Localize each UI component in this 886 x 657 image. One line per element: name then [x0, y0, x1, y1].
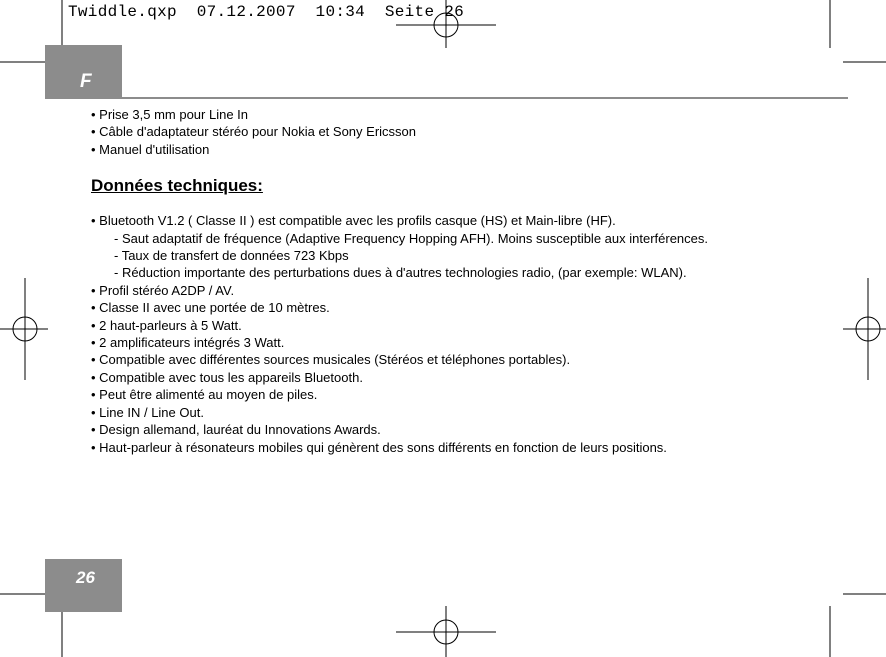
list-item: • Peut être alimenté au moyen de piles. [91, 387, 318, 403]
slug-line: Twiddle.qxp 07.12.2007 10:34 Seite 26 [68, 3, 465, 21]
list-item: • Profil stéréo A2DP / AV. [91, 282, 235, 298]
list-item: • Line IN / Line Out. [91, 404, 204, 420]
list-item: • 2 amplificateurs intégrés 3 Watt. [91, 335, 285, 351]
page-number: 26 [76, 568, 95, 587]
registration-mark-left [0, 278, 48, 380]
sub-list-item: - Saut adaptatif de fréquence (Adaptive Frequency Hopping AFH). Moins susceptible aux interférences. [114, 230, 708, 246]
list-item: • Design allemand, lauréat du Innovations Awards. [91, 422, 381, 438]
list-item: • Bluetooth V1.2 ( Classe II ) est compatible avec les profils casque (HS) et Main-libre (HF). [91, 213, 616, 229]
list-item: • Compatible avec tous les appareils Bluetooth. [91, 369, 363, 385]
page-number-tab [45, 559, 122, 612]
page-content [91, 106, 851, 456]
language-label: F [80, 71, 92, 92]
list-item: • Prise 3,5 mm pour Line In [91, 107, 249, 122]
list-item: • 2 haut-parleurs à 5 Watt. [91, 317, 242, 333]
header-rule [45, 97, 848, 99]
sub-list-item: - Taux de transfert de données 723 Kbps [114, 248, 349, 264]
registration-mark-bottom [396, 606, 496, 657]
list-item: • Manuel d'utilisation [91, 141, 210, 157]
list-item: • Classe II avec une portée de 10 mètres. [91, 300, 330, 316]
list-item: • Haut-parleur à résonateurs mobiles qui génèrent des sons différents en fonction de leurs positions. [91, 439, 667, 455]
list-item: • Câble d'adaptateur stéréo pour Nokia et Sony Ericsson [91, 124, 416, 140]
sub-list-item: - Réduction importante des perturbations dues à d'autres technologies radio, (par exemple: WLAN). [114, 265, 687, 281]
language-tab [45, 45, 122, 99]
section-heading: Données techniques: [91, 176, 263, 196]
list-item: • Compatible avec différentes sources musicales (Stéréos et téléphones portables). [91, 352, 571, 368]
